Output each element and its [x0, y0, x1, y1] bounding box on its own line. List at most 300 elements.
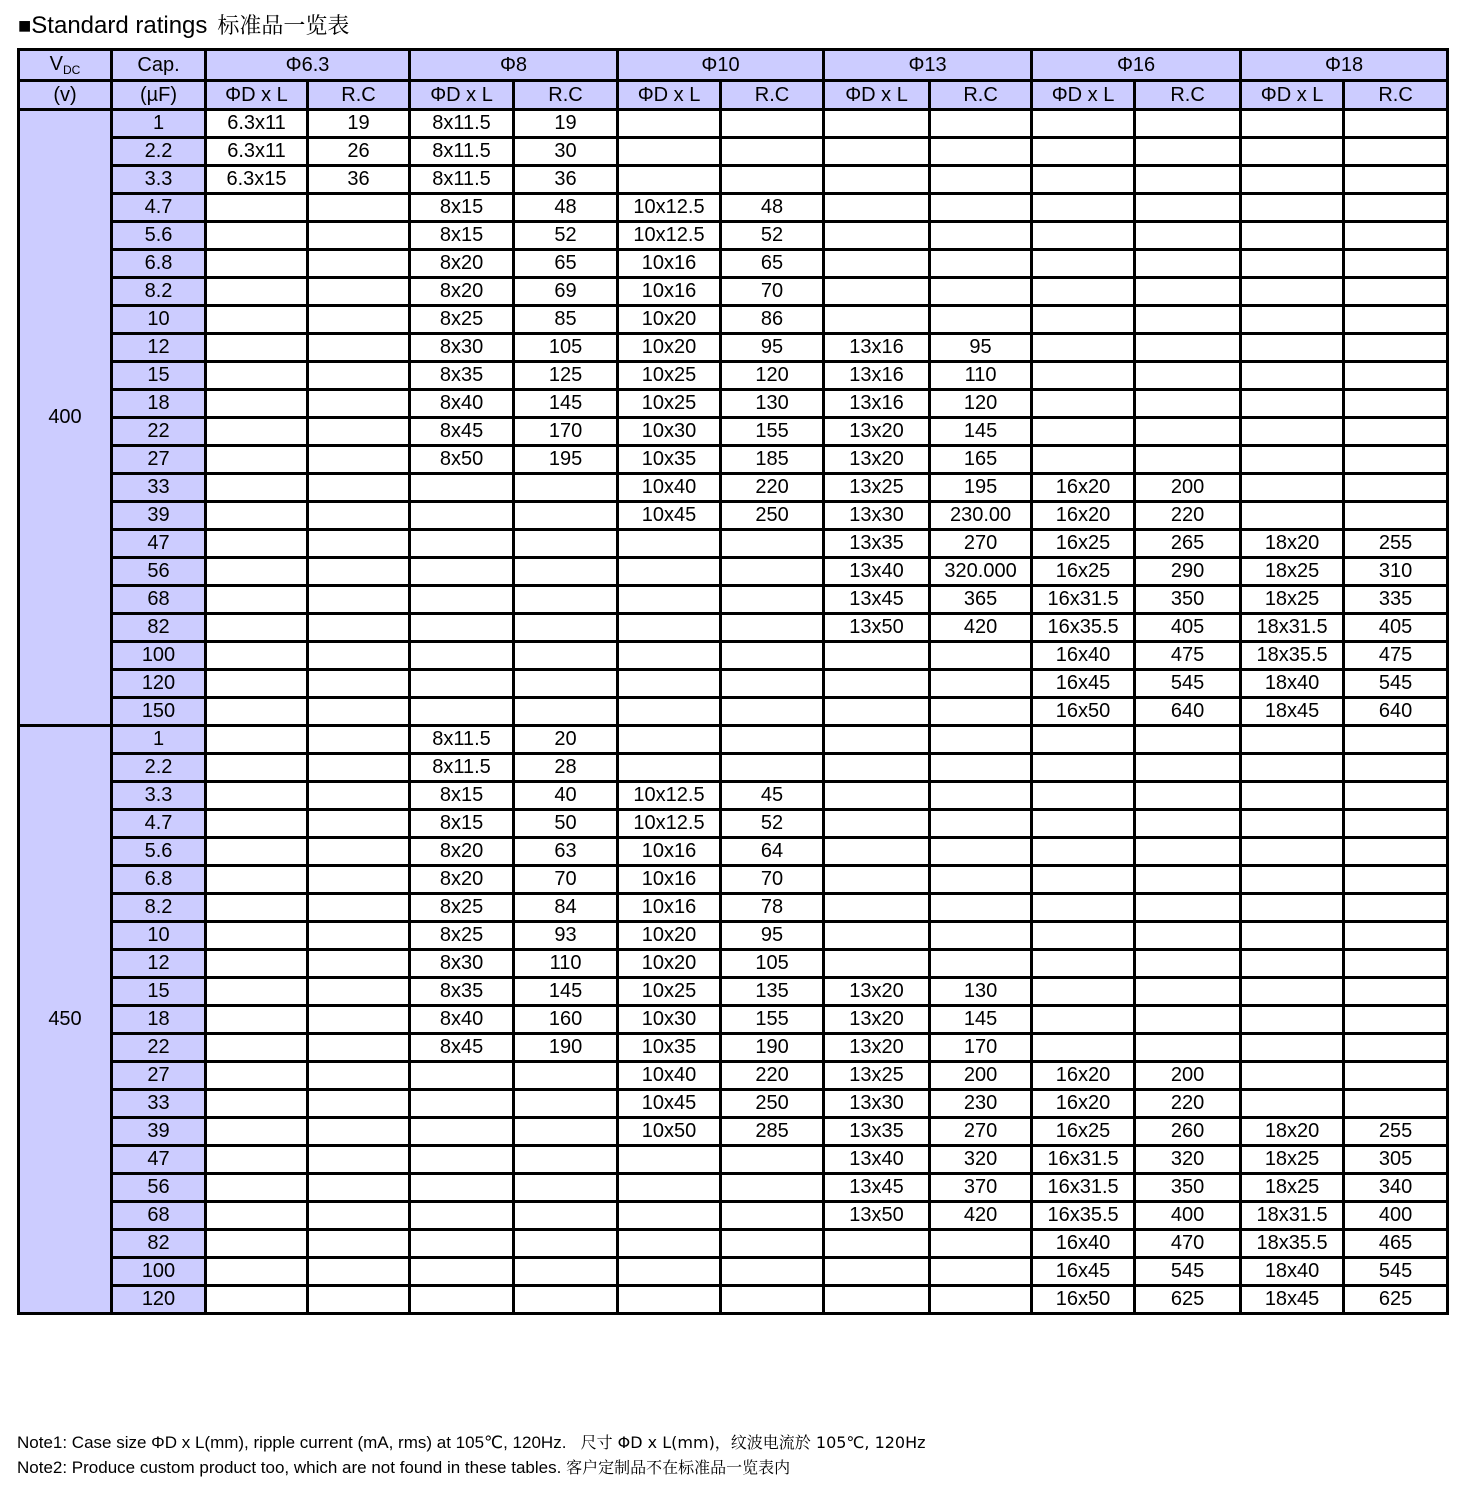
case-size-cell: [206, 866, 308, 894]
ripple-current-cell: [308, 894, 410, 922]
ripple-current-cell: [1135, 810, 1241, 838]
ripple-current-cell: 110: [514, 950, 618, 978]
ripple-current-cell: [930, 306, 1032, 334]
table-row: [19, 614, 1448, 642]
header-rc-col: R.C: [721, 81, 824, 110]
ripple-current-cell: [930, 866, 1032, 894]
header-size-col: ΦD x L: [410, 81, 514, 110]
ripple-current-cell: 370: [930, 1174, 1032, 1202]
case-size-cell: [618, 138, 721, 166]
case-size-cell: 16x31.5: [1032, 1146, 1135, 1174]
case-size-cell: [1241, 1006, 1344, 1034]
table-body: [19, 110, 1448, 1314]
case-size-cell: [206, 1062, 308, 1090]
case-size-cell: 8x11.5: [410, 166, 514, 194]
case-size-cell: [410, 586, 514, 614]
case-size-cell: 10x35: [618, 1034, 721, 1062]
ripple-current-cell: 120: [721, 362, 824, 390]
case-size-cell: 16x35.5: [1032, 1202, 1135, 1230]
table-row: [19, 110, 1448, 138]
case-size-cell: [1241, 754, 1344, 782]
case-size-cell: [824, 782, 930, 810]
table-row: [19, 810, 1448, 838]
note-2-cn: 客户定制品不在标准品一览表内: [566, 1458, 791, 1477]
case-size-cell: [206, 278, 308, 306]
table-row: [19, 698, 1448, 726]
ripple-current-cell: [721, 726, 824, 754]
voltage-cell: 400: [19, 110, 112, 726]
case-size-cell: [824, 278, 930, 306]
ripple-current-cell: 350: [1135, 586, 1241, 614]
ripple-current-cell: [930, 838, 1032, 866]
ripple-current-cell: [721, 1174, 824, 1202]
ripple-current-cell: [1344, 1034, 1448, 1062]
ripple-current-cell: [1344, 1062, 1448, 1090]
ripple-current-cell: 130: [721, 390, 824, 418]
table-row: [19, 306, 1448, 334]
case-size-cell: 8x45: [410, 1034, 514, 1062]
case-size-cell: [618, 1286, 721, 1314]
ripple-current-cell: [1135, 110, 1241, 138]
case-size-cell: 10x16: [618, 250, 721, 278]
ripple-current-cell: 170: [930, 1034, 1032, 1062]
case-size-cell: 16x20: [1032, 474, 1135, 502]
capacitance-cell: 12: [112, 950, 206, 978]
ripple-current-cell: [308, 1062, 410, 1090]
table-row: [19, 1034, 1448, 1062]
ripple-current-cell: 30: [514, 138, 618, 166]
case-size-cell: 10x20: [618, 306, 721, 334]
capacitance-cell: 100: [112, 1258, 206, 1286]
capacitance-cell: 12: [112, 334, 206, 362]
ripple-current-cell: [514, 1174, 618, 1202]
ripple-current-cell: 155: [721, 418, 824, 446]
ripple-current-cell: [514, 698, 618, 726]
ripple-current-cell: [1135, 754, 1241, 782]
case-size-cell: [1241, 502, 1344, 530]
ripple-current-cell: 290: [1135, 558, 1241, 586]
case-size-cell: [206, 502, 308, 530]
case-size-cell: [618, 1202, 721, 1230]
case-size-cell: 8x25: [410, 894, 514, 922]
case-size-cell: 10x20: [618, 950, 721, 978]
page-title: [18, 10, 349, 42]
ripple-current-cell: 52: [721, 810, 824, 838]
ripple-current-cell: 50: [514, 810, 618, 838]
case-size-cell: [618, 530, 721, 558]
ripple-current-cell: [721, 614, 824, 642]
case-size-cell: [824, 306, 930, 334]
ripple-current-cell: [1135, 726, 1241, 754]
case-size-cell: 18x25: [1241, 1174, 1344, 1202]
ripple-current-cell: 260: [1135, 1118, 1241, 1146]
ripple-current-cell: 95: [721, 922, 824, 950]
ripple-current-cell: [1135, 782, 1241, 810]
table-row: [19, 866, 1448, 894]
case-size-cell: 8x35: [410, 362, 514, 390]
case-size-cell: 16x40: [1032, 642, 1135, 670]
case-size-cell: [1032, 194, 1135, 222]
case-size-cell: [410, 670, 514, 698]
ripple-current-cell: 195: [514, 446, 618, 474]
ripple-current-cell: [930, 922, 1032, 950]
ripple-current-cell: 20: [514, 726, 618, 754]
header-diameter-13: Φ13: [824, 50, 1032, 81]
capacitance-cell: 8.2: [112, 894, 206, 922]
ripple-current-cell: [308, 1090, 410, 1118]
case-size-cell: 16x31.5: [1032, 586, 1135, 614]
capacitance-cell: 5.6: [112, 222, 206, 250]
table-row: [19, 474, 1448, 502]
case-size-cell: [824, 866, 930, 894]
case-size-cell: [618, 1230, 721, 1258]
ripple-current-cell: 625: [1135, 1286, 1241, 1314]
header-rc-col: R.C: [514, 81, 618, 110]
case-size-cell: [206, 1230, 308, 1258]
case-size-cell: [618, 1258, 721, 1286]
ripple-current-cell: [514, 558, 618, 586]
case-size-cell: [1032, 166, 1135, 194]
ripple-current-cell: [1135, 390, 1241, 418]
ripple-current-cell: [308, 950, 410, 978]
ripple-current-cell: [308, 530, 410, 558]
case-size-cell: 18x20: [1241, 1118, 1344, 1146]
ripple-current-cell: [514, 642, 618, 670]
case-size-cell: [824, 922, 930, 950]
ripple-current-cell: [308, 698, 410, 726]
case-size-cell: [824, 698, 930, 726]
case-size-cell: 13x50: [824, 1202, 930, 1230]
ripple-current-cell: [308, 1230, 410, 1258]
case-size-cell: [1241, 250, 1344, 278]
case-size-cell: [206, 1034, 308, 1062]
case-size-cell: [206, 530, 308, 558]
ripple-current-cell: 200: [1135, 1062, 1241, 1090]
case-size-cell: 10x12.5: [618, 222, 721, 250]
table-row: [19, 1174, 1448, 1202]
ripple-current-cell: [308, 446, 410, 474]
ripple-current-cell: [1135, 250, 1241, 278]
case-size-cell: [206, 586, 308, 614]
case-size-cell: [410, 1174, 514, 1202]
ripple-current-cell: [721, 558, 824, 586]
ripple-current-cell: [308, 782, 410, 810]
ripple-current-cell: [514, 1202, 618, 1230]
case-size-cell: 8x45: [410, 418, 514, 446]
ripple-current-cell: [721, 530, 824, 558]
case-size-cell: 18x25: [1241, 558, 1344, 586]
case-size-cell: 18x45: [1241, 1286, 1344, 1314]
ripple-current-cell: [1135, 446, 1241, 474]
ratings-table: [17, 48, 1449, 1315]
case-size-cell: 10x12.5: [618, 194, 721, 222]
case-size-cell: 10x25: [618, 978, 721, 1006]
table-row: [19, 250, 1448, 278]
ripple-current-cell: 335: [1344, 586, 1448, 614]
case-size-cell: [1241, 390, 1344, 418]
case-size-cell: [1241, 222, 1344, 250]
ripple-current-cell: [930, 1286, 1032, 1314]
case-size-cell: [824, 838, 930, 866]
case-size-cell: 10x30: [618, 1006, 721, 1034]
case-size-cell: 13x20: [824, 446, 930, 474]
case-size-cell: [1241, 1034, 1344, 1062]
case-size-cell: 10x16: [618, 278, 721, 306]
case-size-cell: 8x11.5: [410, 726, 514, 754]
case-size-cell: [206, 1118, 308, 1146]
case-size-cell: 16x35.5: [1032, 614, 1135, 642]
case-size-cell: 10x25: [618, 390, 721, 418]
ripple-current-cell: 545: [1344, 1258, 1448, 1286]
ripple-current-cell: [1344, 446, 1448, 474]
case-size-cell: [206, 782, 308, 810]
case-size-cell: [206, 222, 308, 250]
capacitance-cell: 2.2: [112, 138, 206, 166]
case-size-cell: 18x25: [1241, 586, 1344, 614]
ripple-current-cell: 165: [930, 446, 1032, 474]
case-size-cell: 8x30: [410, 950, 514, 978]
ripple-current-cell: 265: [1135, 530, 1241, 558]
ripple-current-cell: 545: [1344, 670, 1448, 698]
ripple-current-cell: [514, 1090, 618, 1118]
case-size-cell: [1032, 390, 1135, 418]
ripple-current-cell: [1135, 334, 1241, 362]
capacitance-cell: 39: [112, 502, 206, 530]
ripple-current-cell: [514, 1118, 618, 1146]
ripple-current-cell: [721, 642, 824, 670]
capacitance-cell: 120: [112, 1286, 206, 1314]
case-size-cell: 10x35: [618, 446, 721, 474]
header-diameter-16: Φ16: [1032, 50, 1241, 81]
ripple-current-cell: [308, 1146, 410, 1174]
case-size-cell: [206, 614, 308, 642]
ripple-current-cell: [514, 1062, 618, 1090]
ripple-current-cell: [930, 166, 1032, 194]
ripple-current-cell: [930, 754, 1032, 782]
case-size-cell: [206, 334, 308, 362]
ripple-current-cell: [1135, 194, 1241, 222]
case-size-cell: [410, 698, 514, 726]
ripple-current-cell: 65: [721, 250, 824, 278]
ripple-current-cell: 63: [514, 838, 618, 866]
ripple-current-cell: 120: [930, 390, 1032, 418]
header-cap-unit: (µF): [112, 81, 206, 110]
ripple-current-cell: 255: [1344, 1118, 1448, 1146]
table-row: [19, 1202, 1448, 1230]
case-size-cell: [824, 642, 930, 670]
capacitance-cell: 27: [112, 446, 206, 474]
case-size-cell: [410, 1286, 514, 1314]
case-size-cell: 18x20: [1241, 530, 1344, 558]
case-size-cell: [410, 558, 514, 586]
case-size-cell: 18x31.5: [1241, 1202, 1344, 1230]
capacitance-cell: 56: [112, 1174, 206, 1202]
ripple-current-cell: [308, 502, 410, 530]
case-size-cell: [618, 558, 721, 586]
case-size-cell: 10x45: [618, 502, 721, 530]
ripple-current-cell: [1344, 110, 1448, 138]
ripple-current-cell: [1135, 166, 1241, 194]
case-size-cell: 16x40: [1032, 1230, 1135, 1258]
ripple-current-cell: [721, 1258, 824, 1286]
case-size-cell: [1032, 138, 1135, 166]
case-size-cell: [410, 502, 514, 530]
case-size-cell: [1032, 810, 1135, 838]
capacitance-cell: 1: [112, 110, 206, 138]
case-size-cell: [1032, 250, 1135, 278]
ripple-current-cell: [1135, 1034, 1241, 1062]
ripple-current-cell: [721, 1202, 824, 1230]
case-size-cell: [618, 166, 721, 194]
table-row: [19, 362, 1448, 390]
table-row: [19, 754, 1448, 782]
ripple-current-cell: [721, 1230, 824, 1258]
capacitance-cell: 22: [112, 1034, 206, 1062]
case-size-cell: [206, 390, 308, 418]
ripple-current-cell: 125: [514, 362, 618, 390]
table-row: [19, 782, 1448, 810]
ripple-current-cell: [308, 558, 410, 586]
table-row: [19, 1062, 1448, 1090]
case-size-cell: 13x40: [824, 1146, 930, 1174]
ripple-current-cell: [514, 1286, 618, 1314]
ripple-current-cell: [308, 810, 410, 838]
ripple-current-cell: [1344, 194, 1448, 222]
table-row: [19, 670, 1448, 698]
table-row: [19, 726, 1448, 754]
case-size-cell: [1032, 1034, 1135, 1062]
case-size-cell: 18x31.5: [1241, 614, 1344, 642]
case-size-cell: 16x25: [1032, 558, 1135, 586]
table-row: [19, 642, 1448, 670]
table-row: [19, 1006, 1448, 1034]
ripple-current-cell: [308, 334, 410, 362]
ripple-current-cell: 105: [514, 334, 618, 362]
ripple-current-cell: [1135, 894, 1241, 922]
case-size-cell: [410, 1230, 514, 1258]
ripple-current-cell: [1135, 922, 1241, 950]
note-1-en: Note1: Case size ΦD x L(mm), ripple current (mA, rms) at 105℃, 120Hz.: [17, 1433, 567, 1452]
ripple-current-cell: 70: [721, 278, 824, 306]
case-size-cell: [1241, 1062, 1344, 1090]
ripple-current-cell: [514, 1230, 618, 1258]
ripple-current-cell: 135: [721, 978, 824, 1006]
case-size-cell: 16x20: [1032, 1090, 1135, 1118]
case-size-cell: [206, 1174, 308, 1202]
ripple-current-cell: 420: [930, 1202, 1032, 1230]
case-size-cell: [1241, 278, 1344, 306]
ripple-current-cell: [1344, 1090, 1448, 1118]
ripple-current-cell: [1344, 362, 1448, 390]
ripple-current-cell: [308, 1174, 410, 1202]
ripple-current-cell: 52: [514, 222, 618, 250]
case-size-cell: 8x11.5: [410, 110, 514, 138]
ripple-current-cell: 365: [930, 586, 1032, 614]
case-size-cell: 13x16: [824, 362, 930, 390]
table-row: [19, 502, 1448, 530]
ripple-current-cell: 93: [514, 922, 618, 950]
case-size-cell: 10x40: [618, 1062, 721, 1090]
ripple-current-cell: 285: [721, 1118, 824, 1146]
ripple-current-cell: 200: [1135, 474, 1241, 502]
ripple-current-cell: 19: [514, 110, 618, 138]
ripple-current-cell: [514, 670, 618, 698]
case-size-cell: 8x15: [410, 782, 514, 810]
header-cap: Cap.: [112, 50, 206, 81]
case-size-cell: 18x40: [1241, 1258, 1344, 1286]
ripple-current-cell: [930, 250, 1032, 278]
case-size-cell: [1032, 978, 1135, 1006]
ripple-current-cell: 405: [1135, 614, 1241, 642]
ripple-current-cell: 475: [1344, 642, 1448, 670]
case-size-cell: [206, 1090, 308, 1118]
ripple-current-cell: [1135, 978, 1241, 1006]
ripple-current-cell: 19: [308, 110, 410, 138]
capacitance-cell: 18: [112, 390, 206, 418]
ripple-current-cell: 145: [514, 390, 618, 418]
case-size-cell: [1032, 866, 1135, 894]
case-size-cell: [824, 810, 930, 838]
ripple-current-cell: 65: [514, 250, 618, 278]
ripple-current-cell: 69: [514, 278, 618, 306]
ripple-current-cell: [308, 754, 410, 782]
table-row: [19, 194, 1448, 222]
capacitance-cell: 68: [112, 1202, 206, 1230]
case-size-cell: 8x50: [410, 446, 514, 474]
ripple-current-cell: [308, 390, 410, 418]
capacitance-cell: 8.2: [112, 278, 206, 306]
ripple-current-cell: 420: [930, 614, 1032, 642]
case-size-cell: 13x16: [824, 390, 930, 418]
ripple-current-cell: [721, 586, 824, 614]
case-size-cell: [1241, 978, 1344, 1006]
header-diameter-10: Φ10: [618, 50, 824, 81]
ripple-current-cell: 220: [721, 1062, 824, 1090]
case-size-cell: [618, 698, 721, 726]
case-size-cell: [206, 194, 308, 222]
case-size-cell: 8x40: [410, 1006, 514, 1034]
case-size-cell: [1241, 782, 1344, 810]
ripple-current-cell: [930, 278, 1032, 306]
case-size-cell: [1241, 810, 1344, 838]
capacitance-cell: 27: [112, 1062, 206, 1090]
capacitance-cell: 18: [112, 1006, 206, 1034]
ripple-current-cell: [308, 418, 410, 446]
case-size-cell: [1241, 894, 1344, 922]
ripple-current-cell: [930, 698, 1032, 726]
case-size-cell: 10x50: [618, 1118, 721, 1146]
ripple-current-cell: 320: [930, 1146, 1032, 1174]
case-size-cell: [410, 1258, 514, 1286]
ripple-current-cell: [930, 110, 1032, 138]
ripple-current-cell: [1344, 866, 1448, 894]
case-size-cell: [206, 922, 308, 950]
ripple-current-cell: [308, 1258, 410, 1286]
case-size-cell: [206, 642, 308, 670]
case-size-cell: [1032, 754, 1135, 782]
ripple-current-cell: [721, 138, 824, 166]
ripple-current-cell: 640: [1344, 698, 1448, 726]
case-size-cell: 8x11.5: [410, 138, 514, 166]
case-size-cell: 6.3x11: [206, 138, 308, 166]
ripple-current-cell: [308, 642, 410, 670]
ripple-current-cell: [930, 194, 1032, 222]
case-size-cell: [824, 950, 930, 978]
case-size-cell: [1032, 726, 1135, 754]
ripple-current-cell: 95: [930, 334, 1032, 362]
case-size-cell: [1241, 866, 1344, 894]
case-size-cell: 18x40: [1241, 670, 1344, 698]
